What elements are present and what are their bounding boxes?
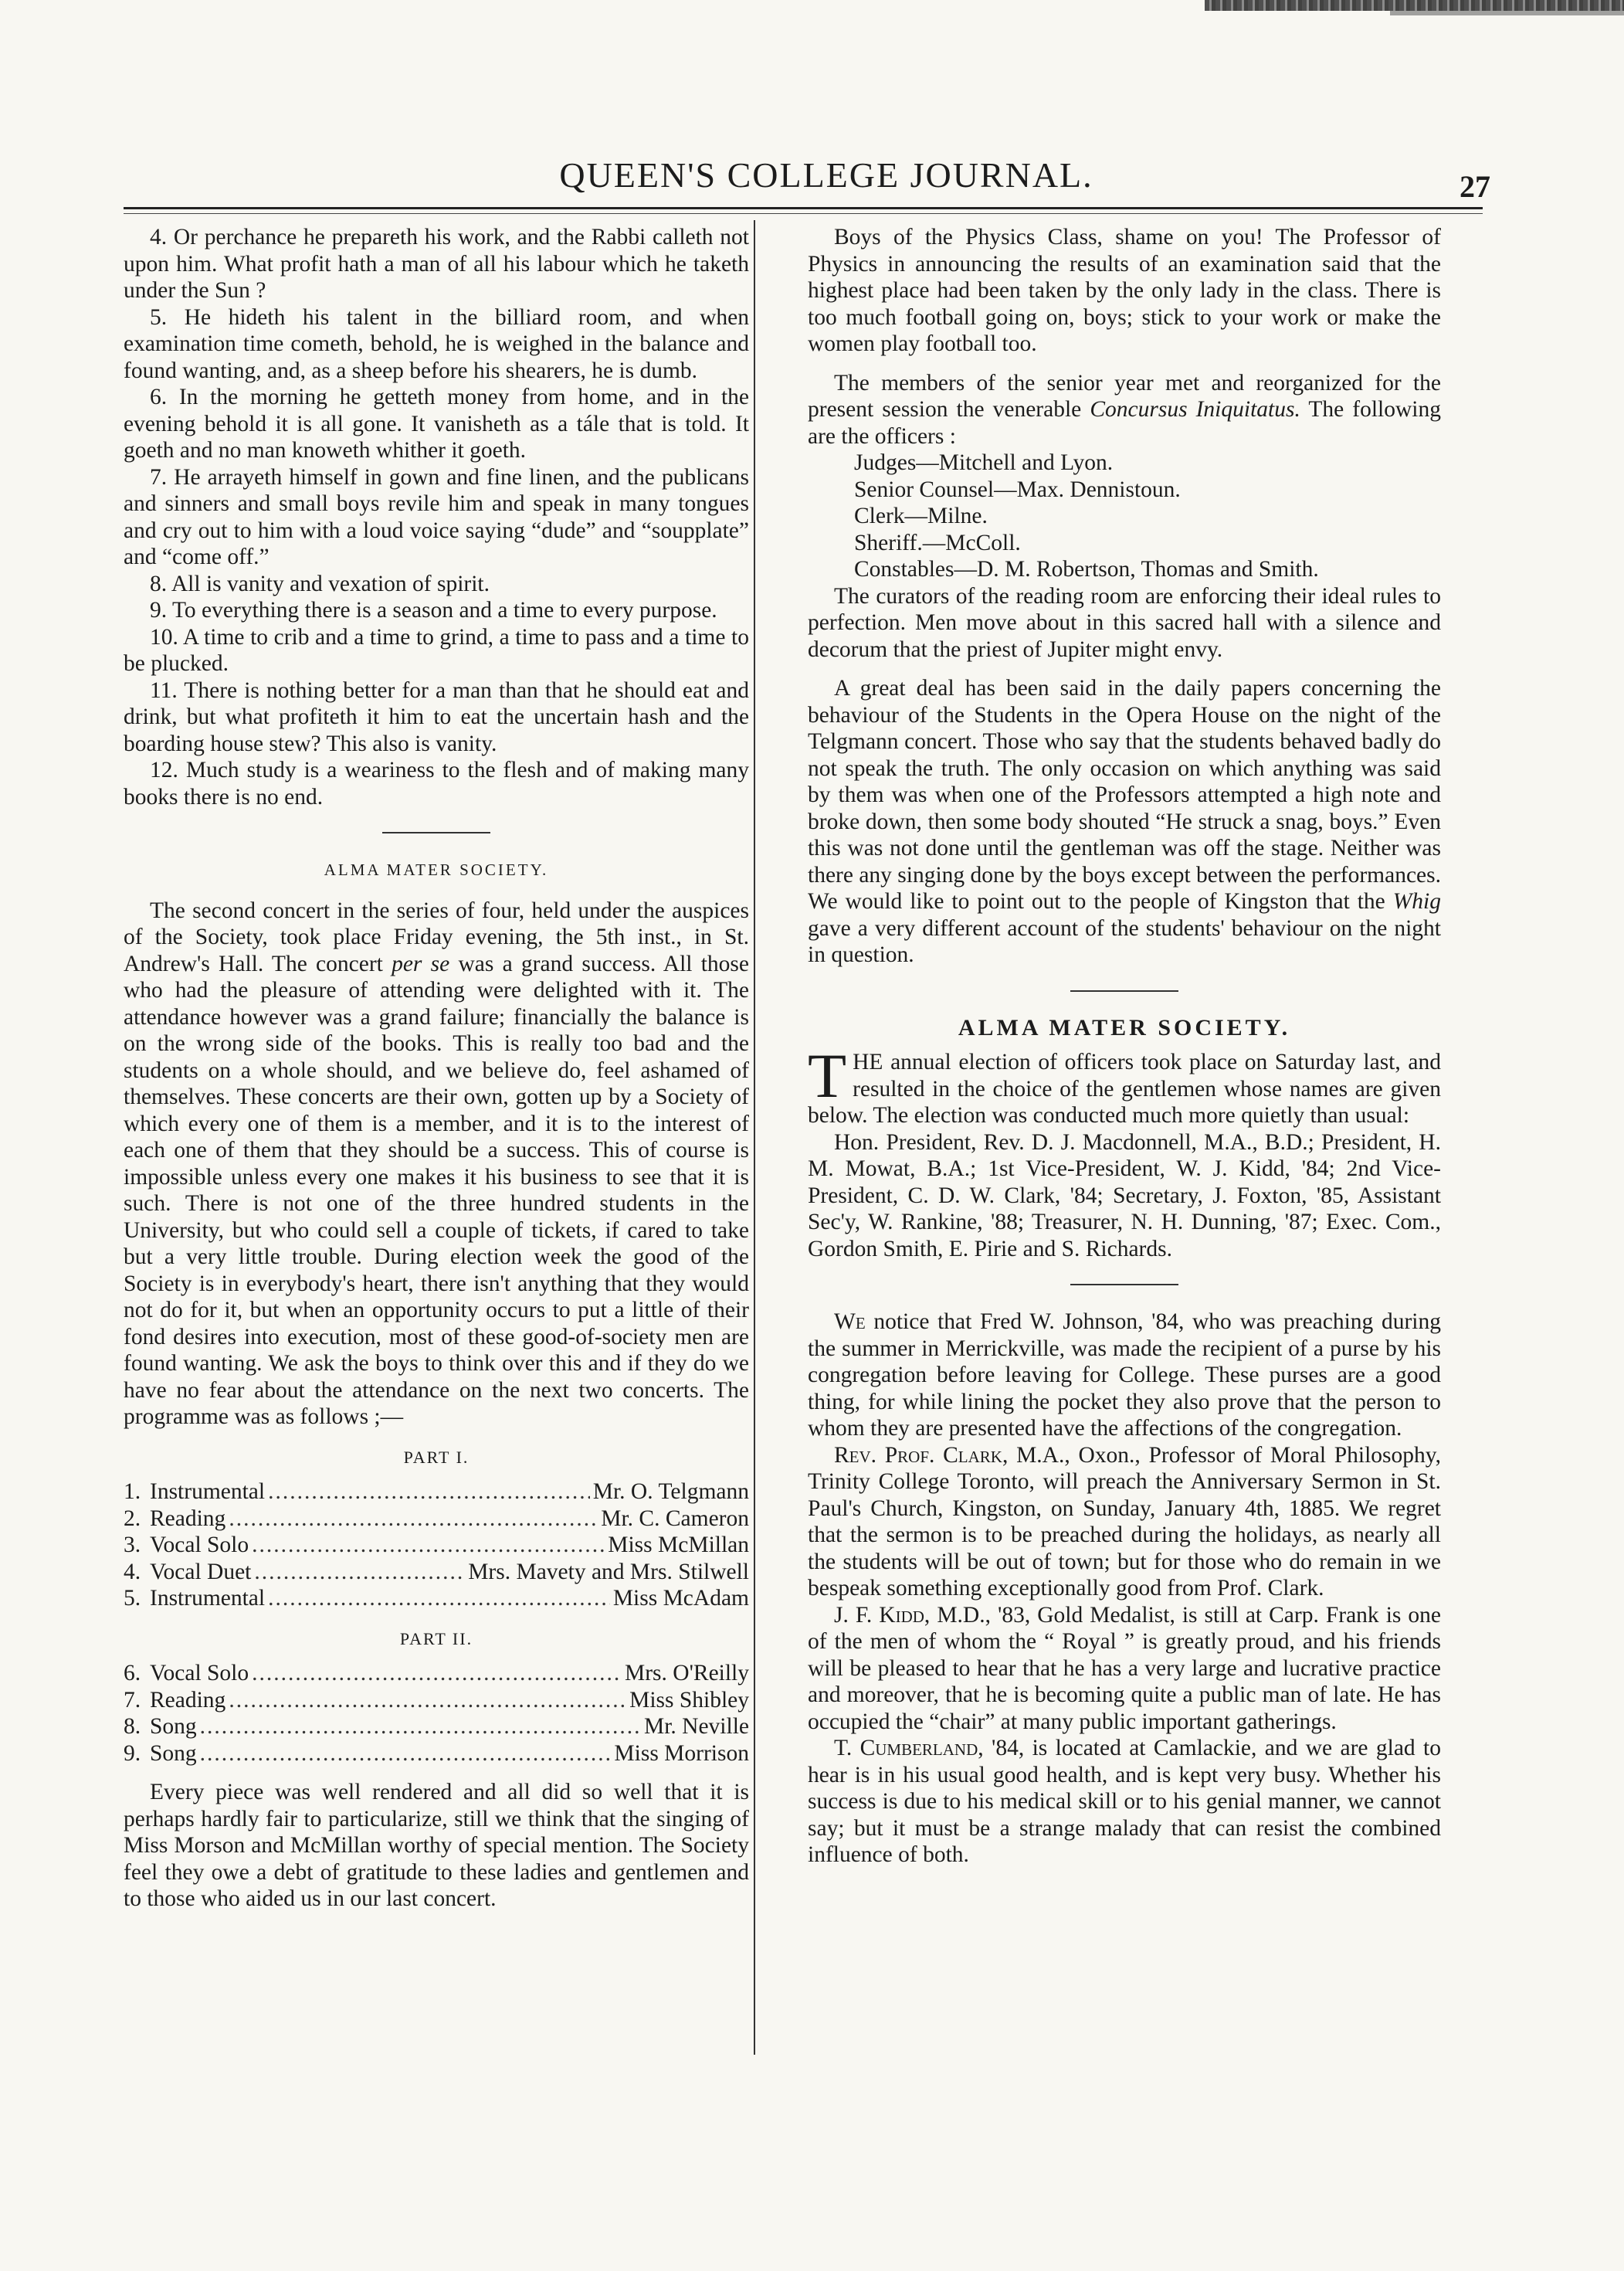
programme-part-2 (124, 1660, 749, 1767)
item-title: Song (150, 1740, 197, 1766)
section-rule (1070, 1284, 1178, 1285)
opera-text: A great deal has been said in the daily papers concerning the behaviour of the Students in the Opera House on the night of the Telgmann concert. Those who say that the students behaved badly do not speak the truth. The only occasion on which anything was said by them was when one of the Professors attempted a high note and broke down, then some body shouted “He struck a snag, boys.” Even this was not done until the gentleman was off the stage. Neither was there any singing done by the boys except between the performances. We would like to point out to the people of Kingston that the (808, 676, 1441, 914)
verse-11: 11. There is nothing better for a man than that he should eat and drink, but what profiteth it him to eat the uncertain hash and the boarding house stew? This also is vanity. (124, 677, 749, 756)
officer-results: Hon. President, Rev. D. J. Macdonnell, M.A., B.D.; President, H. M. Mowat, B.A.; 1st Vice-President, W. J. Kidd, '84; 2nd Vice-President, C. D. W. Clark, '84; Secretary, J. Foxton, '85, Assistant Sec'y, W. Rankine, '88; Treasurer, N. H. Dunning, '87; Exec. Com., Gordon Smith, E. Pirie and S. Richards. (808, 1129, 1441, 1261)
left-column (124, 224, 749, 1913)
cumberland-text: '84, is located at Camlackie, and we are glad to hear is in his usual good health, and is kept very busy. Whether his success is due to his medical skill or to his genial manner, we cannot say; but it must be a strange malady that can resist the combined influence of both. (808, 1736, 1441, 1867)
page-number: 27 (1460, 169, 1490, 204)
part-1-heading: PART I. (403, 1447, 470, 1467)
item-performer: Miss McAdam (612, 1586, 749, 1611)
officer-line: Sheriff.—McColl. (854, 530, 1021, 555)
item-performer: Mrs. O'Reilly (624, 1661, 749, 1685)
programme-item (124, 1478, 749, 1506)
part-2-heading: PART II. (399, 1628, 473, 1648)
item-title: Vocal Solo (150, 1533, 249, 1557)
programme-item (124, 1559, 749, 1586)
officer-line: Judges—Mitchell and Lyon. (854, 450, 1114, 475)
programme-part-1 (124, 1478, 749, 1612)
item-title: Song (150, 1714, 197, 1739)
programme-item (124, 1660, 749, 1687)
item-title: Vocal Solo (150, 1661, 249, 1685)
leader-dots (268, 1478, 590, 1506)
scan-edge-mark (1205, 0, 1624, 11)
journal-title: QUEEN'S COLLEGE JOURNAL. (559, 155, 1093, 195)
clark-paragraph (808, 1442, 1441, 1602)
item-number: 1. (124, 1479, 141, 1504)
column-divider (754, 220, 755, 2055)
item-title: Instrumental (150, 1479, 266, 1504)
opera-text-2: gave a very different account of the students' behaviour on the night in question. (808, 915, 1441, 967)
programme-item (124, 1506, 749, 1533)
officer-line: Senior Counsel—Max. Dennistoun. (854, 477, 1181, 502)
kidd-text: M.D., '83, Gold Medalist, is still at Carp. Frank is one of the men of whom the “ Royal ” is greatly proud, and his friends will be pleased to hear that he has a very large and lucrative practice and moreover, that he is becoming quite a public man of late. He has occupied the “chair” at many public important gatherings. (808, 1602, 1441, 1734)
clark-text: M.A., Oxon., Professor of Moral Philosophy, Trinity College Toronto, will preach the Anniversary Sermon in St. Paul's Church, Kingston, on Sunday, January 4th, 1885. We regret that the sermon is to be preached during the holidays, as nearly all the students will be out of town; but for those who do remain in we bespeak something exceptionally good from Prof. Clark. (808, 1442, 1441, 1601)
concert-text-b: was a grand success. All those who had the pleasure of attending were delighted with it. The attendance however was a grand failure; financially the balance is on the wrong side of the books. This is really too bad and the students on a whole should, and we believe do, feel ashamed of themselves. These concerts are their own, gotten up by a Society of which every one of them is a member, and it is to the interest of each one of them that they should be a success. This of course is impossible unless every one makes it his business to see that it is such. There is not one of the three hundred students in the University, but who could sell a couple of tickets, if cared to take but a very little trouble. During election week the good of the Society is in everybody's heart, there isn't anything that they would not do for it, but when an opportunity occurs to put a little of their fond desires into execution, most of these good-of-society men are found wanting. We ask the boys to think over this and if they do we have no fear about the attendance on the next two concerts. The programme was as follows ;— (124, 951, 750, 1429)
item-number: 2. (124, 1506, 141, 1531)
scan-edge-mark-lower (1390, 11, 1624, 15)
item-number: 7. (124, 1687, 141, 1713)
leader-dots (229, 1506, 598, 1533)
item-number: 3. (124, 1533, 141, 1557)
senior-year-paragraph (808, 370, 1441, 450)
verse-6: 6. In the morning he getteth money from home, and in the evening behold it is all gone. It vanisheth as a tále that is told. It goeth and no man knoweth whither it goeth. (124, 385, 749, 463)
leader-dots (254, 1559, 465, 1586)
opera-house-paragraph (808, 675, 1441, 969)
concursus-name: Concursus Iniquitatus. (1090, 397, 1300, 422)
physics-paragraph: Boys of the Physics Class, shame on you! The Professor of Physics in announcing the results of an examination said that the highest place had been taken by the only lady in the class. There is too much football going on, boys; stick to your work or make the women play football too. (808, 225, 1441, 356)
verse-9: 9. To everything there is a season and a time to every purpose. (150, 598, 717, 623)
leader-dots (200, 1740, 612, 1767)
item-number: 8. (124, 1714, 141, 1739)
header-rule (124, 207, 1483, 209)
programme-item (124, 1687, 749, 1714)
officers-list (854, 450, 1441, 583)
verse-8: 8. All is vanity and vexation of spirit. (150, 571, 490, 596)
drop-cap: T (808, 1040, 847, 1111)
programme-item (124, 1713, 749, 1740)
section-heading-society-bold: ALMA MATER SOCIETY. (958, 1014, 1291, 1040)
item-title: Reading (150, 1687, 226, 1713)
item-performer: Miss Morrison (614, 1740, 749, 1766)
right-column (808, 224, 1441, 1869)
verse-7: 7. He arrayeth himself in gown and fine linen, and the publicans and sinners and small boys revile him and speak in many tongues and cry out to him with a loud voice saying “dude” and “soupplate” and “come off.” (124, 464, 749, 569)
page-header (124, 147, 1490, 209)
item-number: 9. (124, 1740, 141, 1766)
item-number: 4. (124, 1559, 141, 1584)
election-text: HE annual election of officers took place on Saturday last, and resulted in the choice of the gentlemen whose names are given below. The election was conducted much more quietly than usual: (808, 1050, 1441, 1128)
item-performer: Mr. O. Telgmann (592, 1479, 749, 1504)
senior-text: The members of the senior year met and reorganized for the present session the venerable (808, 370, 1441, 422)
item-performer: Mr. C. Cameron (601, 1506, 749, 1531)
leader-dots (252, 1532, 605, 1559)
item-performer: Mr. Neville (643, 1714, 749, 1739)
leader-dots (252, 1660, 622, 1687)
senior-text-2: The following are the officers : (808, 397, 1441, 449)
section-heading-society: ALMA MATER SOCIETY. (324, 861, 549, 879)
verse-12: 12. Much study is a weariness to the flesh and of making many books there is no end. (124, 758, 749, 810)
leader-dots (229, 1687, 626, 1714)
johnson-text: notice that Fred W. Johnson, '84, who was preaching during the summer in Merrickville, was made the recipient of a purse by his congregation before leaving for College. These purses are a good thing, for while lining the pocket they also prove that the person to whom they are presented have the affections of the congregation. (808, 1309, 1441, 1441)
programme-item (124, 1532, 749, 1559)
concert-text-a: The second concert in the series of four, held under the auspices of the Society, took place Friday evening, the 5th inst., in St. Andrew's Hall. The concert (124, 898, 749, 976)
election-paragraph (808, 1040, 1441, 1129)
person-name: T. Cumberland, (834, 1736, 984, 1760)
officer-line: Constables—D. M. Robertson, Thomas and Smith. (854, 557, 1319, 582)
programme-item (124, 1740, 749, 1767)
verse-5: 5. He hideth his talent in the billiard room, and when examination time cometh, behold, he is weighed in the balance and found wanting, and, as a sheep before his shearers, he is dumb. (124, 304, 749, 383)
section-rule (1070, 990, 1178, 992)
item-performer: Miss McMillan (608, 1533, 749, 1557)
lead-word: We (834, 1309, 866, 1334)
per-se: per se (392, 951, 450, 976)
item-performer: Miss Shibley (629, 1687, 749, 1713)
item-performer: Mrs. Mavety and Mrs. Stilwell (468, 1559, 749, 1584)
item-title: Reading (150, 1506, 226, 1531)
leader-dots (268, 1585, 610, 1612)
verse-4: 4. Or perchance he prepareth his work, and the Rabbi calleth not upon him. What profit hath a man of all his labour which he taketh under the Sun ? (124, 225, 749, 303)
concert-paragraph (124, 898, 749, 1431)
kidd-paragraph (808, 1602, 1441, 1736)
programme-item (124, 1585, 749, 1612)
item-title: Vocal Duet (150, 1559, 252, 1584)
verse-10: 10. A time to crib and a time to grind, a time to pass and a time to be plucked. (124, 624, 749, 676)
section-rule (382, 832, 490, 833)
whig-name: Whig (1392, 889, 1442, 914)
person-name: J. F. Kidd, (834, 1602, 931, 1628)
person-name: Rev. Prof. Clark, (834, 1442, 1009, 1468)
header-rule-thin (124, 213, 1483, 214)
leader-dots (200, 1713, 641, 1740)
item-number: 5. (124, 1586, 141, 1611)
item-title: Instrumental (150, 1586, 266, 1611)
item-number: 6. (124, 1661, 141, 1685)
johnson-paragraph (808, 1309, 1441, 1442)
curators-paragraph: The curators of the reading room are enforcing their ideal rules to perfection. Men move about in this sacred hall with a silence and decorum that the priest of Jupiter might envy. (808, 583, 1441, 662)
closing-paragraph: Every piece was well rendered and all did so well that it is perhaps hardly fair to particularize, still we think that the singing of Miss Morson and McMillan worthy of special mention. The Society feel they owe a debt of gratitude to these ladies and gentlemen and to those who aided us in our last concert. (124, 1780, 749, 1911)
officer-line: Clerk—Milne. (854, 504, 988, 528)
cumberland-paragraph (808, 1735, 1441, 1869)
